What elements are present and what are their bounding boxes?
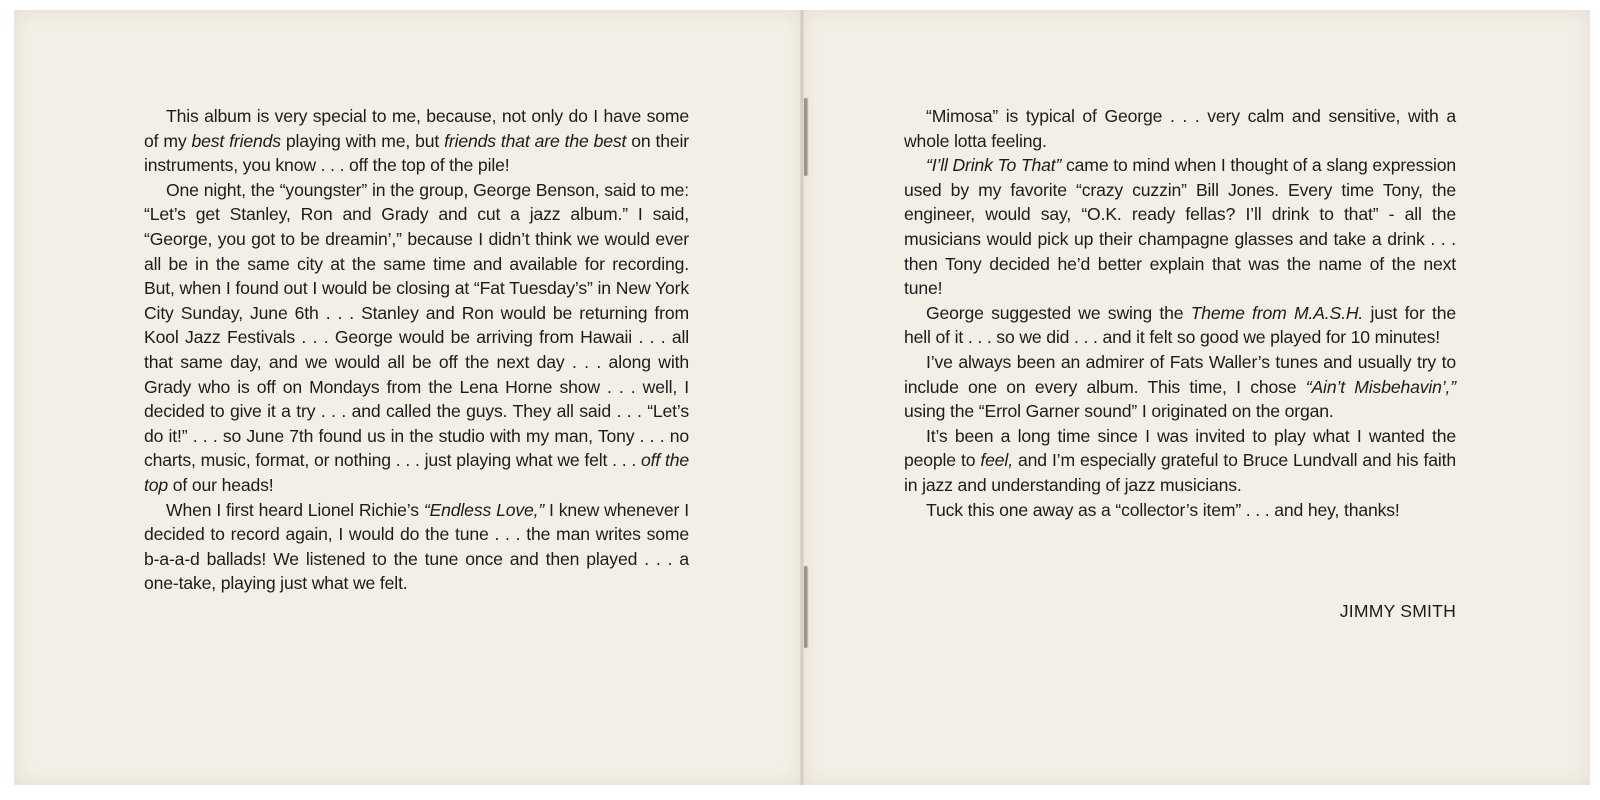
liner-notes-right-text [904,104,1456,522]
italic-text: best friends [191,130,281,151]
paragraph [904,424,1456,498]
liner-notes-left-text [144,104,689,596]
text-run: It’s been a long time since I was invited to play what I wanted the people to [904,425,1456,471]
staple-bottom [804,566,807,648]
text-run: “Mimosa” is typical of George . . . very calm and sensitive, with a whole lotta feeling. [904,106,1456,151]
italic-text: feel, [980,450,1013,471]
text-run: just for the hell of it . . . so we did . . . and it felt so good we played for 10 minutes! [904,302,1456,348]
text-run: and I’m especially grateful to Bruce Lundvall and his faith in jazz and understanding of jazz musicians. [904,450,1456,495]
text-run: I’ve always been an admirer of Fats Waller’s tunes and usually try to include one on every album. This time, I chose [904,351,1456,397]
text-run: I knew whenever I decided to record again, I would do the tune . . . the man writes some b-a-a-d ballads! We listened to the tune once and then played . . . a one-take, playing just what we felt. [144,499,689,594]
italic-text: “Endless Love,” [423,499,545,520]
text-run: When I first heard Lionel Richie’s [166,499,424,520]
paragraph [904,104,1456,153]
italic-text: Theme from M.A.S.H. [1190,302,1364,323]
paragraph [144,178,689,498]
paragraph [904,498,1456,523]
paragraph [144,104,689,178]
italic-text: off the top [144,450,689,495]
right-page [802,10,1590,785]
italic-text: “Ain’t Misbehavin’,” [1305,376,1456,397]
text-run: playing with me, but [280,130,445,151]
signature: JIMMY SMITH [1339,601,1456,622]
left-page [14,10,803,785]
paragraph [904,350,1456,424]
italic-text: friends that are the best [444,130,627,151]
text-run: on their instruments, you know . . . off the top of the pile! [144,130,689,176]
text-run: came to mind when I thought of a slang expression used by my favorite “crazy cuzzin” Bill Jones. Every time Tony, the engineer, would say, “O.K. ready fellas? I’ll drink to that” - all the musicians would pick up their champagne glasses and take a drink . . . then Tony decided he’d better explain that was the name of the next tune! [904,155,1456,299]
text-run: One night, the “youngster” in the group, George Benson, said to me: “Let’s get Stanley, Ron and Grady and cut a jazz album.” I said, “George, you got to be dreamin’,” because I didn’t think we would ever all be in the same city at the same time and available for recording. But, when I found out I would be closing at “Fat Tuesday’s” in New York City Sunday, June 6th . . . Stanley and Ron would be returning from Kool Jazz Festivals . . . George would be arriving from Hawaii . . . all that same day, and we would all be off the next day . . . along with Grady who is off on Mondays from the Lena Horne show . . . well, I decided to give it a try . . . and called the guys. They all said . . . “Let’s do it!” . . . so June 7th found us in the studio with my man, Tony . . . no charts, music, format, or nothing . . . just playing what we felt . . . [144,179,689,471]
paragraph [904,301,1456,350]
staple-top [804,98,807,176]
paragraph [904,153,1456,301]
text-run: This album is very special to me, because, not only do I have some of my [144,106,689,151]
text-run: of our heads! [168,474,274,495]
italic-text: “I’ll Drink To That” [926,155,1062,176]
paragraph [144,498,689,596]
text-run: using the “Errol Garner sound” I originated on the organ. [904,401,1334,422]
text-run: Tuck this one away as a “collector’s item” . . . and hey, thanks! [926,499,1400,520]
signature-block [904,593,1456,624]
text-run: George suggested we swing the [926,302,1191,323]
